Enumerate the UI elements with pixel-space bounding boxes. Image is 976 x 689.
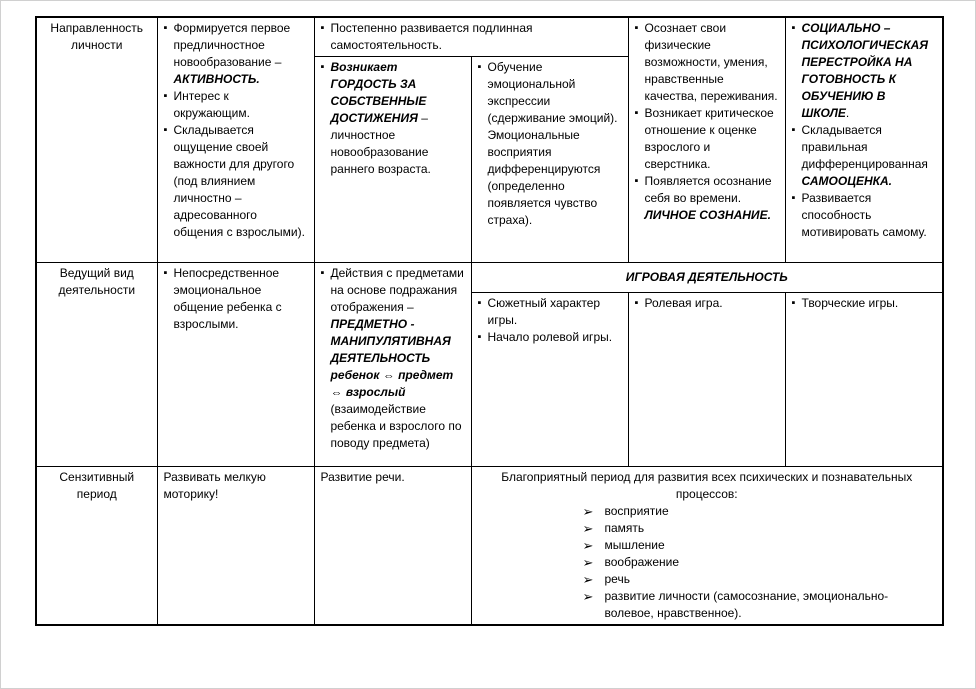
row-header-orientation: Направленность личности [36,17,157,263]
period-intro: Благоприятный период для развития всех психических и познавательных процессов: [501,470,913,501]
list-item: ▪ Непосредственное эмоциональное общение ребенка с взрослыми. [174,265,308,333]
text: память [604,521,645,535]
r2-cell-4 [628,293,785,467]
list-item: ▪ Начало ролевой игры. [488,329,622,346]
arrow-icon: ➢ [582,572,594,587]
list-item [331,265,465,452]
text: . [845,106,850,120]
text: ЛИЧНОЕ СОЗНАНИЕ. [644,208,771,222]
list-item [583,537,907,554]
list-item [802,20,937,122]
text: СОЦИАЛЬНО – ПСИХОЛОГИЧЕСКАЯ ПЕРЕСТРОЙКА НА ГОТОВНОСТЬ К ОБУЧЕНИЮ В ШКОЛЕ [801,21,928,120]
text: Действия с предметами на основе подражания отображения – [330,266,464,314]
text: развитие личности (самосознание, эмоционально-волевое, нравственное). [604,589,889,620]
text: ПРЕДМЕТНО - МАНИПУЛЯТИВНАЯ ДЕЯТЕЛЬНОСТЬ [330,317,451,365]
arrow-icon: ➢ [582,555,594,570]
r2-cell-1 [157,263,314,467]
list-item [488,59,622,229]
text: мышление [604,538,665,552]
text: Возникает ГОРДОСТЬ ЗА СОБСТВЕННЫЕ ДОСТИЖЕНИЯ [330,60,427,125]
list-item: ▪ Осознает свои физические возможности, умения, нравственные качества, переживания. [645,20,779,105]
text: Формируется первое предличностное новообразование – [173,21,291,69]
arrow-icon: ➢ [582,538,594,553]
arrow-icon: ➢ [582,521,594,536]
list-item [583,503,907,520]
process-list [583,503,907,622]
r1-cell-2b [471,57,628,263]
list-item: ▪ Постепенно развивается подлинная самостоятельность. [331,20,622,54]
r3-cell-2: Развитие речи. [314,467,471,626]
list-item [583,571,907,588]
text: – личностное новообразование раннего возраста. [330,111,431,176]
list-item: ▪ Интерес к окружающим. [174,88,308,122]
text: речь [604,572,630,586]
list-item [802,122,937,190]
list-item: ▪ Возникает критическое отношение к оценке взрослого и сверстника. [645,105,779,173]
arrow-icon: ➢ [582,504,594,519]
list-item: ▪ Творческие игры. [802,295,937,312]
list-item: ▪ Ролевая игра. [645,295,779,312]
text: Эмоциональные восприятия дифференцируются (определенно появляется чувство страха). [487,128,601,227]
text: АКТИВНОСТЬ. [173,72,260,86]
r2-cell-3 [471,293,628,467]
list-item: ▪ Складывается ощущение своей важности для другого (под влиянием личностно – адресованного общения с взрослыми). [174,122,308,241]
text: (взаимодействие ребенка и взрослого по поводу предмета) [330,402,462,450]
list-item: ▪ Сюжетный характер игры. [488,295,622,329]
text: Появляется осознание себя во времени. [644,174,772,205]
arrow-icon: ➢ [582,589,594,604]
r1-cell-2a [314,57,471,263]
row-header-leading-activity: Ведущий вид деятельности [36,263,157,467]
list-item [583,520,907,537]
list-item [174,20,308,88]
list-item: ▪ Развивается способность мотивировать самому. [802,190,937,241]
r1-cell-4 [628,17,785,263]
text: воображение [604,555,680,569]
text: восприятие [604,504,669,518]
text: САМООЦЕНКА. [801,174,893,188]
list-item [645,173,779,224]
r1-cell-5 [785,17,943,263]
row-header-sensitive-period: Сензитивный период [36,467,157,626]
r2-cell-2 [314,263,471,467]
r1-cell-1 [157,17,314,263]
r3-cell-1: Развивать мелкую моторику! [157,467,314,626]
text: ребенок ⇔ предмет ⇔ взрослый [330,368,454,399]
r2-cell-5 [785,293,943,467]
game-activity-header: ИГРОВАЯ ДЕЯТЕЛЬНОСТЬ [471,263,943,293]
list-item [583,554,907,571]
list-item [583,588,907,622]
development-table [35,16,944,626]
r1-cell-2-top [314,17,628,57]
list-item [331,59,465,178]
text: Складывается правильная дифференцированная [801,123,928,171]
r3-cell-3 [471,467,943,626]
text: Обучение эмоциональной экспрессии (сдерживание эмоций). [487,60,618,125]
